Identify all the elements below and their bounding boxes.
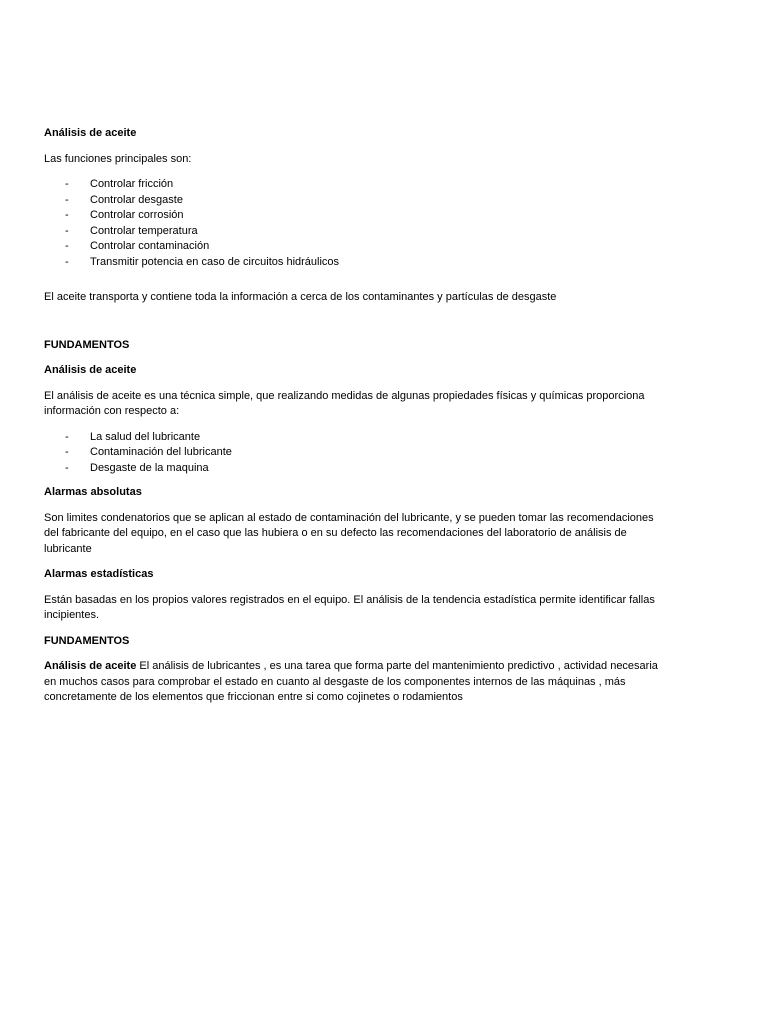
dash-marker: - (65, 240, 69, 252)
list-item: - Controlar corrosión (44, 208, 664, 224)
heading-alarmas-absolutas: Alarmas absolutas (44, 486, 142, 498)
dash-marker: - (65, 461, 69, 474)
list-item: - La salud del lubricante (44, 430, 664, 446)
alarmas-absolutas-paragraph: Son limites condenatorios que se aplican al estado de contaminación del lubricante, y se pueden tomar las recomendaciones del fabricante del equipo, en el caso que las hubiera o en su defecto las recomendaciones del laboratorio de análisis de lubricante (44, 511, 654, 555)
list-item: - Controlar temperatura (44, 224, 664, 240)
list-item: - Transmitir potencia en caso de circuitos hidráulicos (44, 255, 664, 271)
alarmas-estadisticas-paragraph: Están basadas en los propios valores registrados en el equipo. El análisis de la tendencia estadística permite identificar fallas incipientes. (44, 593, 655, 621)
functions-list (44, 177, 664, 270)
final-text: El análisis de lubricantes , es una tarea que forma parte del mantenimiento predictivo , actividad necesaria en muchos casos para comprobar el estado en cuanto al desgaste de los componentes internos de las máquinas , más concretamente de los elementos que friccionan entre si como cojinetes o rodamientos (44, 660, 658, 703)
document-body (44, 126, 664, 706)
dash-marker: - (65, 224, 69, 237)
dash-marker: - (65, 255, 69, 268)
info-list (44, 430, 664, 477)
heading-fundamentos: FUNDAMENTOS (44, 338, 130, 351)
list-item: - Controlar desgaste (44, 193, 664, 209)
intro-text: Las funciones principales son: (44, 152, 192, 165)
dash-marker: - (65, 209, 69, 221)
list-item: - Controlar fricción (44, 177, 664, 193)
dash-marker: - (65, 178, 69, 190)
list-item: - Controlar contaminación (44, 239, 664, 255)
final-paragraph (44, 659, 664, 706)
heading-alarmas-estadisticas: Alarmas estadísticas (44, 568, 154, 580)
heading-fundamentos-2: FUNDAMENTOS (44, 634, 130, 647)
list-item: - Desgaste de la maquina (44, 461, 664, 477)
heading-analisis-aceite-2: Análisis de aceite (44, 364, 137, 376)
list-item: - Contaminación del lubricante (44, 445, 664, 461)
dash-marker: - (65, 446, 69, 458)
heading-analisis-aceite: Análisis de aceite (44, 127, 137, 139)
dash-marker: - (65, 193, 69, 206)
dash-marker: - (65, 430, 69, 443)
final-lead-bold: Análisis de aceite (44, 660, 137, 672)
technique-paragraph: El análisis de aceite es una técnica simple, que realizando medidas de algunas propiedades físicas y químicas proporciona información con respecto a: (44, 389, 645, 417)
transport-paragraph: El aceite transporta y contiene toda la información a cerca de los contaminantes y partículas de desgaste (44, 291, 557, 303)
